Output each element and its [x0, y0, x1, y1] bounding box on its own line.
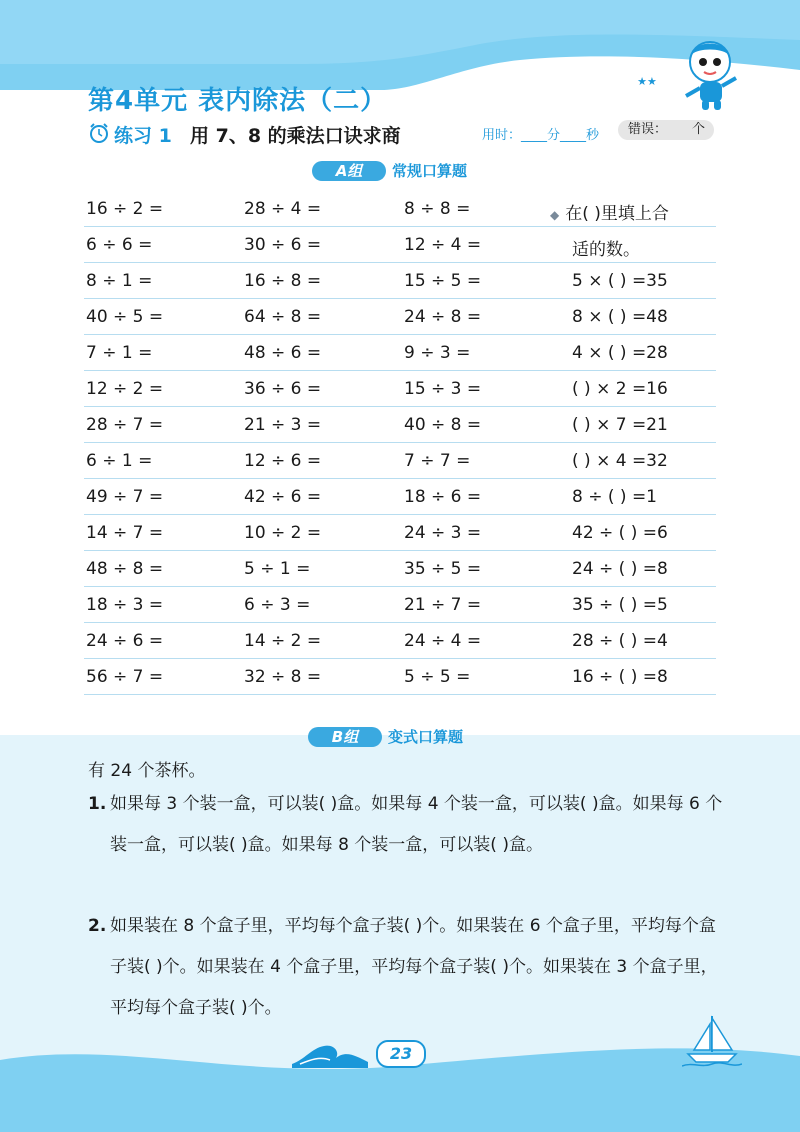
exercise-text: 56 ÷ 7 = [86, 667, 164, 687]
exercise-text: 5 × ( ) =35 [572, 271, 668, 291]
question-2-text: 如果装在 8 个盒子里，平均每个盒子装( )个。如果装在 6 个盒子里，平均每个盒子装( )个。如果装在 4 个盒子里，平均每个盒子装( )个。如果装在 3 个盒子里，平均每个盒子装( )个。 [110, 916, 718, 1018]
question-2 [88, 906, 728, 1030]
exercise-row [84, 478, 716, 515]
exercise-cell [572, 307, 668, 327]
exercise-text: 35 ÷ 5 = [404, 559, 482, 579]
exercise-cell [404, 595, 481, 615]
exercise-text: 24 ÷ 6 = [86, 631, 164, 651]
error-label: 错误： [628, 122, 668, 137]
exercise-text: 18 ÷ 3 = [86, 595, 164, 615]
group-a-label: A组 [312, 161, 386, 181]
exercise-text: ( ) × 2 =16 [572, 379, 668, 399]
exercise-cell [572, 595, 668, 615]
diamond-bullet-icon: ◆ [550, 208, 560, 222]
exercise-cell [86, 307, 163, 327]
mascot-icon [676, 36, 748, 114]
exercise-text: 5 ÷ 1 = [244, 559, 311, 579]
exercise-text: 40 ÷ 8 = [404, 415, 482, 435]
lesson-title: 用 7、8 的乘法口诀求商 [190, 125, 401, 147]
exercise-text: 28 ÷ 4 = [244, 199, 322, 219]
exercise-cell [404, 523, 481, 543]
exercise-text: 21 ÷ 3 = [244, 415, 322, 435]
exercise-text: 40 ÷ 5 = [86, 307, 164, 327]
group-b-label: B组 [308, 727, 382, 747]
exercise-cell [86, 631, 163, 651]
exercise-cell [244, 379, 321, 399]
exercise-cell [404, 307, 481, 327]
group-a-title: 常规口算题 [392, 162, 468, 180]
exercise-row [84, 586, 716, 623]
exercise-text: 28 ÷ ( ) =4 [572, 631, 668, 651]
page-number: 23 [376, 1040, 426, 1068]
exercise-cell [244, 271, 321, 291]
exercise-text: 32 ÷ 8 = [244, 667, 322, 687]
ocean-wave-icon [290, 1034, 370, 1068]
exercise-cell [550, 199, 669, 224]
exercise-cell [572, 235, 640, 260]
exercise-cell [572, 343, 668, 363]
exercise-cell [86, 523, 163, 543]
exercise-text: 35 ÷ ( ) =5 [572, 595, 668, 615]
exercise-text: 8 × ( ) =48 [572, 307, 668, 327]
exercise-row [84, 514, 716, 551]
exercise-text: 15 ÷ 5 = [404, 271, 482, 291]
question-2-number: 2. [88, 916, 107, 936]
exercise-text: 7 ÷ 1 = [86, 343, 153, 363]
exercise-row [84, 190, 716, 227]
question-1-text: 如果每 3 个装一盒，可以装( )盒。如果每 4 个装一盒，可以装( )盒。如果每 6 个装一盒，可以装( )盒。如果每 8 个装一盒，可以装( )盒。 [110, 794, 723, 855]
exercise-text: 24 ÷ ( ) =8 [572, 559, 668, 579]
exercise-cell [572, 559, 668, 579]
exercise-cell [404, 667, 470, 687]
exercise-text: 24 ÷ 8 = [404, 307, 482, 327]
exercise-text: ( ) × 4 =32 [572, 451, 668, 471]
exercise-cell [244, 199, 321, 219]
exercise-text: 8 ÷ 1 = [86, 271, 153, 291]
difficulty-stars: ★★ [637, 75, 657, 88]
question-1 [88, 784, 728, 908]
exercise-text: 49 ÷ 7 = [86, 487, 164, 507]
exercise-cell [572, 487, 657, 507]
exercise-text: 16 ÷ 2 = [86, 199, 164, 219]
time-used-label: 用时：____分____秒 [482, 128, 600, 143]
exercise-cell [86, 379, 163, 399]
error-unit: 个 [692, 122, 706, 137]
exercise-cell [244, 523, 321, 543]
exercise-text: 24 ÷ 3 = [404, 523, 482, 543]
question-1-number: 1. [88, 794, 107, 814]
exercise-cell [244, 559, 310, 579]
sailboat-icon [682, 1012, 742, 1068]
exercise-cell [244, 487, 321, 507]
exercise-cell [404, 415, 481, 435]
exercise-cell [86, 235, 152, 255]
exercise-row [84, 622, 716, 659]
exercise-text: 9 ÷ 3 = [404, 343, 471, 363]
exercise-text: 36 ÷ 6 = [244, 379, 322, 399]
exercise-cell [572, 451, 668, 471]
exercise-text: 6 ÷ 3 = [244, 595, 311, 615]
group-b-intro: 有 24 个茶杯。 [88, 761, 206, 781]
exercise-cell [244, 415, 321, 435]
exercise-row [84, 658, 716, 695]
exercise-text: 48 ÷ 6 = [244, 343, 322, 363]
exercise-text: 18 ÷ 6 = [404, 487, 482, 507]
exercise-text: 42 ÷ 6 = [244, 487, 322, 507]
exercise-row [84, 550, 716, 587]
exercise-cell [404, 271, 481, 291]
exercise-cell [404, 487, 481, 507]
error-count-box [618, 120, 714, 140]
exercise-cell [244, 235, 321, 255]
exercise-text: 12 ÷ 6 = [244, 451, 322, 471]
exercise-text: 16 ÷ ( ) =8 [572, 667, 668, 687]
alarm-clock-icon [88, 122, 110, 144]
exercise-cell [404, 451, 470, 471]
exercise-cell [404, 343, 470, 363]
exercise-cell [86, 667, 163, 687]
exercise-cell [244, 343, 321, 363]
exercise-cell [404, 235, 481, 255]
difficulty-cloud-icon [620, 64, 674, 94]
exercise-text: 14 ÷ 7 = [86, 523, 164, 543]
exercise-text: 16 ÷ 8 = [244, 271, 322, 291]
exercise-cell [86, 271, 152, 291]
exercise-text: 42 ÷ ( ) =6 [572, 523, 668, 543]
exercise-text: 7 ÷ 7 = [404, 451, 471, 471]
exercise-cell [86, 487, 163, 507]
footer-wave-background [0, 1020, 800, 1132]
exercise-row [84, 298, 716, 335]
exercise-text: 12 ÷ 2 = [86, 379, 164, 399]
exercise-cell [86, 415, 163, 435]
exercise-cell [572, 523, 668, 543]
difficulty-label: 难易等级： [548, 80, 614, 95]
exercise-text: 21 ÷ 7 = [404, 595, 482, 615]
exercise-cell [86, 343, 152, 363]
lesson-number: 练习 1 [114, 125, 172, 147]
exercise-cell [572, 631, 668, 651]
exercise-row [84, 226, 716, 263]
exercise-text: 5 ÷ 5 = [404, 667, 471, 687]
exercise-text: 8 ÷ ( ) =1 [572, 487, 657, 507]
exercise-cell [86, 451, 152, 471]
group-b-title: 变式口算题 [388, 728, 464, 746]
exercise-cell [244, 595, 310, 615]
exercise-cell [572, 667, 668, 687]
exercise-cell [572, 271, 668, 291]
unit-title: 第4单元 表内除法（二） [88, 86, 388, 116]
exercise-cell [404, 631, 481, 651]
exercise-text: 12 ÷ 4 = [404, 235, 482, 255]
exercise-text: 适的数。 [572, 240, 640, 260]
exercise-row [84, 262, 716, 299]
exercise-text: 在( )里填上合 [565, 204, 669, 224]
exercise-cell [244, 307, 321, 327]
exercise-row [84, 370, 716, 407]
exercise-text: ( ) × 7 =21 [572, 415, 668, 435]
exercise-text: 8 ÷ 8 = [404, 199, 471, 219]
exercise-cell [244, 451, 321, 471]
exercise-cell [86, 199, 163, 219]
exercise-text: 64 ÷ 8 = [244, 307, 322, 327]
exercise-cell [244, 631, 321, 651]
exercise-row [84, 334, 716, 371]
exercise-text: 6 ÷ 1 = [86, 451, 153, 471]
exercise-text: 28 ÷ 7 = [86, 415, 164, 435]
exercise-cell [244, 667, 321, 687]
exercise-cell [404, 199, 470, 219]
exercise-row [84, 442, 716, 479]
exercise-cell [572, 415, 668, 435]
exercise-text: 24 ÷ 4 = [404, 631, 482, 651]
exercise-text: 4 × ( ) =28 [572, 343, 668, 363]
exercise-cell [404, 559, 481, 579]
exercise-row [84, 406, 716, 443]
exercise-text: 48 ÷ 8 = [86, 559, 164, 579]
exercise-text: 6 ÷ 6 = [86, 235, 153, 255]
exercise-text: 14 ÷ 2 = [244, 631, 322, 651]
exercise-cell [86, 559, 163, 579]
exercise-text: 10 ÷ 2 = [244, 523, 322, 543]
exercise-cell [404, 379, 481, 399]
exercise-text: 30 ÷ 6 = [244, 235, 322, 255]
exercise-cell [86, 595, 163, 615]
exercise-text: 15 ÷ 3 = [404, 379, 482, 399]
exercise-cell [572, 379, 668, 399]
